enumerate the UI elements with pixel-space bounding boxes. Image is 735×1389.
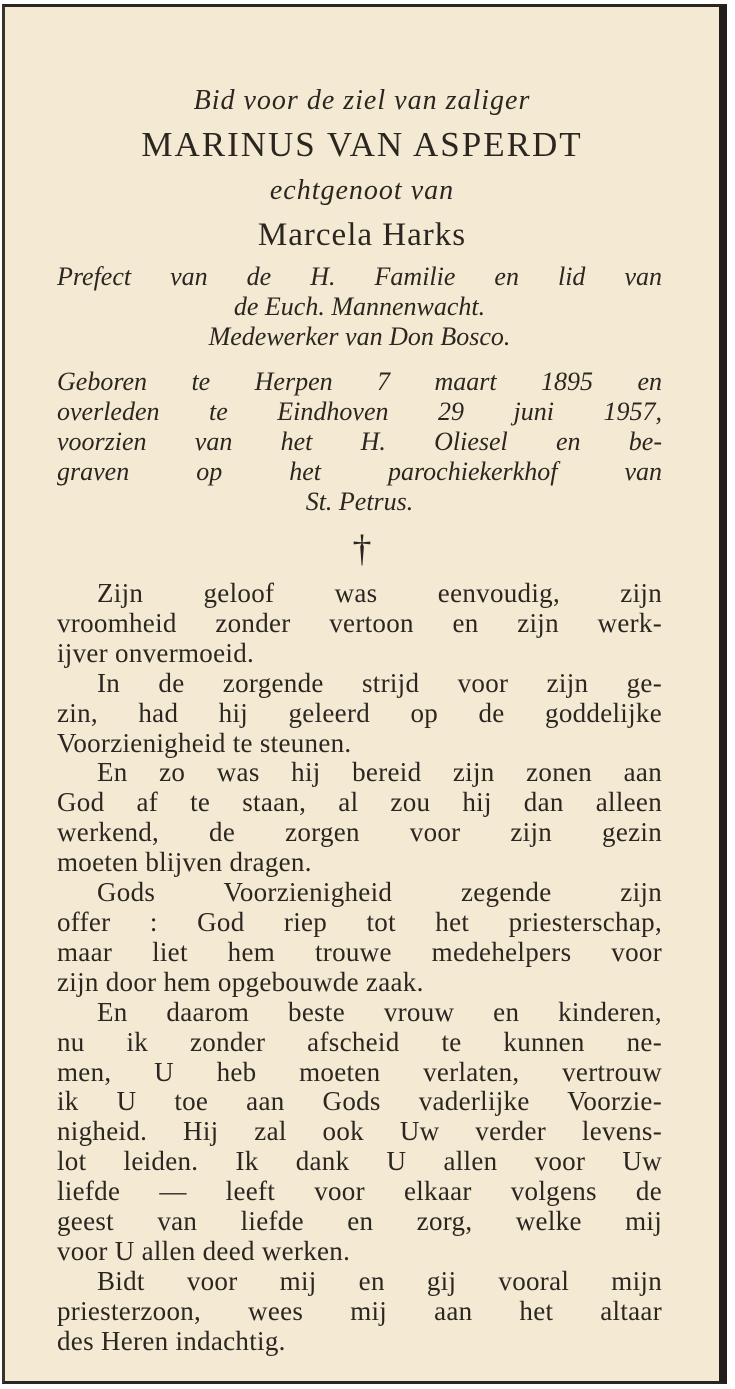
dates-line: Geboren te Herpen 7 maart 1895 en — [57, 367, 662, 396]
body-line: voor U allen deed werken. — [57, 1235, 351, 1266]
spouse-intro-line: echtgenoot van — [269, 175, 455, 206]
spouse-name: Marcela Harks — [257, 217, 467, 253]
body-line: offer : God riep tot het priesterschap, — [57, 906, 662, 937]
role-line: de Euch. Mannenwacht. — [233, 292, 486, 321]
dates-line: St. Petrus. — [305, 487, 414, 516]
body-line: nigheid. Hij zal ook Uw verder levens- — [57, 1116, 662, 1147]
body-line: God af te staan, al zou hij dan alleen — [57, 787, 662, 818]
body-line: In de zorgende strijd voor zijn ge- — [97, 667, 662, 698]
body-line: En zo was hij bereid zijn zonen aan — [97, 757, 662, 788]
dates-line: voorzien van het H. Oliesel en be- — [57, 427, 662, 456]
body-line: Bidt voor mij en gij vooral mijn — [97, 1265, 662, 1296]
body-text — [57, 579, 662, 1357]
body-line: zin, had hij geleerd op de goddelijke — [57, 697, 662, 728]
cross-icon: † — [352, 528, 372, 570]
dates-line: graven op het parochiekerkhof van — [57, 457, 662, 486]
body-line: Zijn geloof was eenvoudig, zijn — [97, 578, 662, 608]
dates-paragraph — [57, 367, 662, 517]
body-line: nu ik zonder afscheid te kunnen ne- — [57, 1026, 662, 1057]
body-line: geest van liefde en zorg, welke mij — [57, 1206, 662, 1237]
body-line: ijver onvermoeid. — [57, 637, 255, 668]
body-line: men, U heb moeten verlaten, vertrouw — [57, 1056, 662, 1087]
body-line: maar liet hem trouwe medehelpers voor — [57, 936, 662, 967]
memorial-card — [2, 4, 727, 1384]
body-line: des Heren indachtig. — [57, 1325, 286, 1356]
body-line: Gods Voorzienigheid zegende zijn — [97, 877, 662, 908]
body-line: vroomheid zonder vertoon en zijn werk- — [57, 607, 662, 638]
body-line: moeten blijven dragen. — [57, 847, 312, 878]
body-line: priesterzoon, wees mij aan het altaar — [57, 1295, 662, 1326]
deceased-name: MARINUS VAN ASPERDT — [141, 125, 583, 164]
intro-line: Bid voor de ziel van zaliger — [193, 85, 531, 116]
body-line: En daarom beste vrouw en kinderen, — [97, 996, 662, 1027]
body-line: zijn door hem opgebouwde zaak. — [57, 966, 424, 997]
body-line: liefde — leeft voor elkaar volgens de — [57, 1176, 662, 1207]
body-line: werkend, de zorgen voor zijn gezin — [57, 817, 662, 848]
body-line: ik U toe aan Gods vaderlijke Voorzie- — [57, 1086, 662, 1117]
role-line: Prefect van de H. Familie en lid van — [57, 262, 662, 291]
body-line: lot leiden. Ik dank U allen voor Uw — [57, 1146, 662, 1177]
role-line: Medewerker van Don Bosco. — [208, 322, 511, 351]
body-line: Voorzienigheid te steunen. — [57, 727, 352, 758]
dates-line: overleden te Eindhoven 29 juni 1957, — [57, 397, 662, 426]
role-paragraph — [57, 262, 662, 352]
